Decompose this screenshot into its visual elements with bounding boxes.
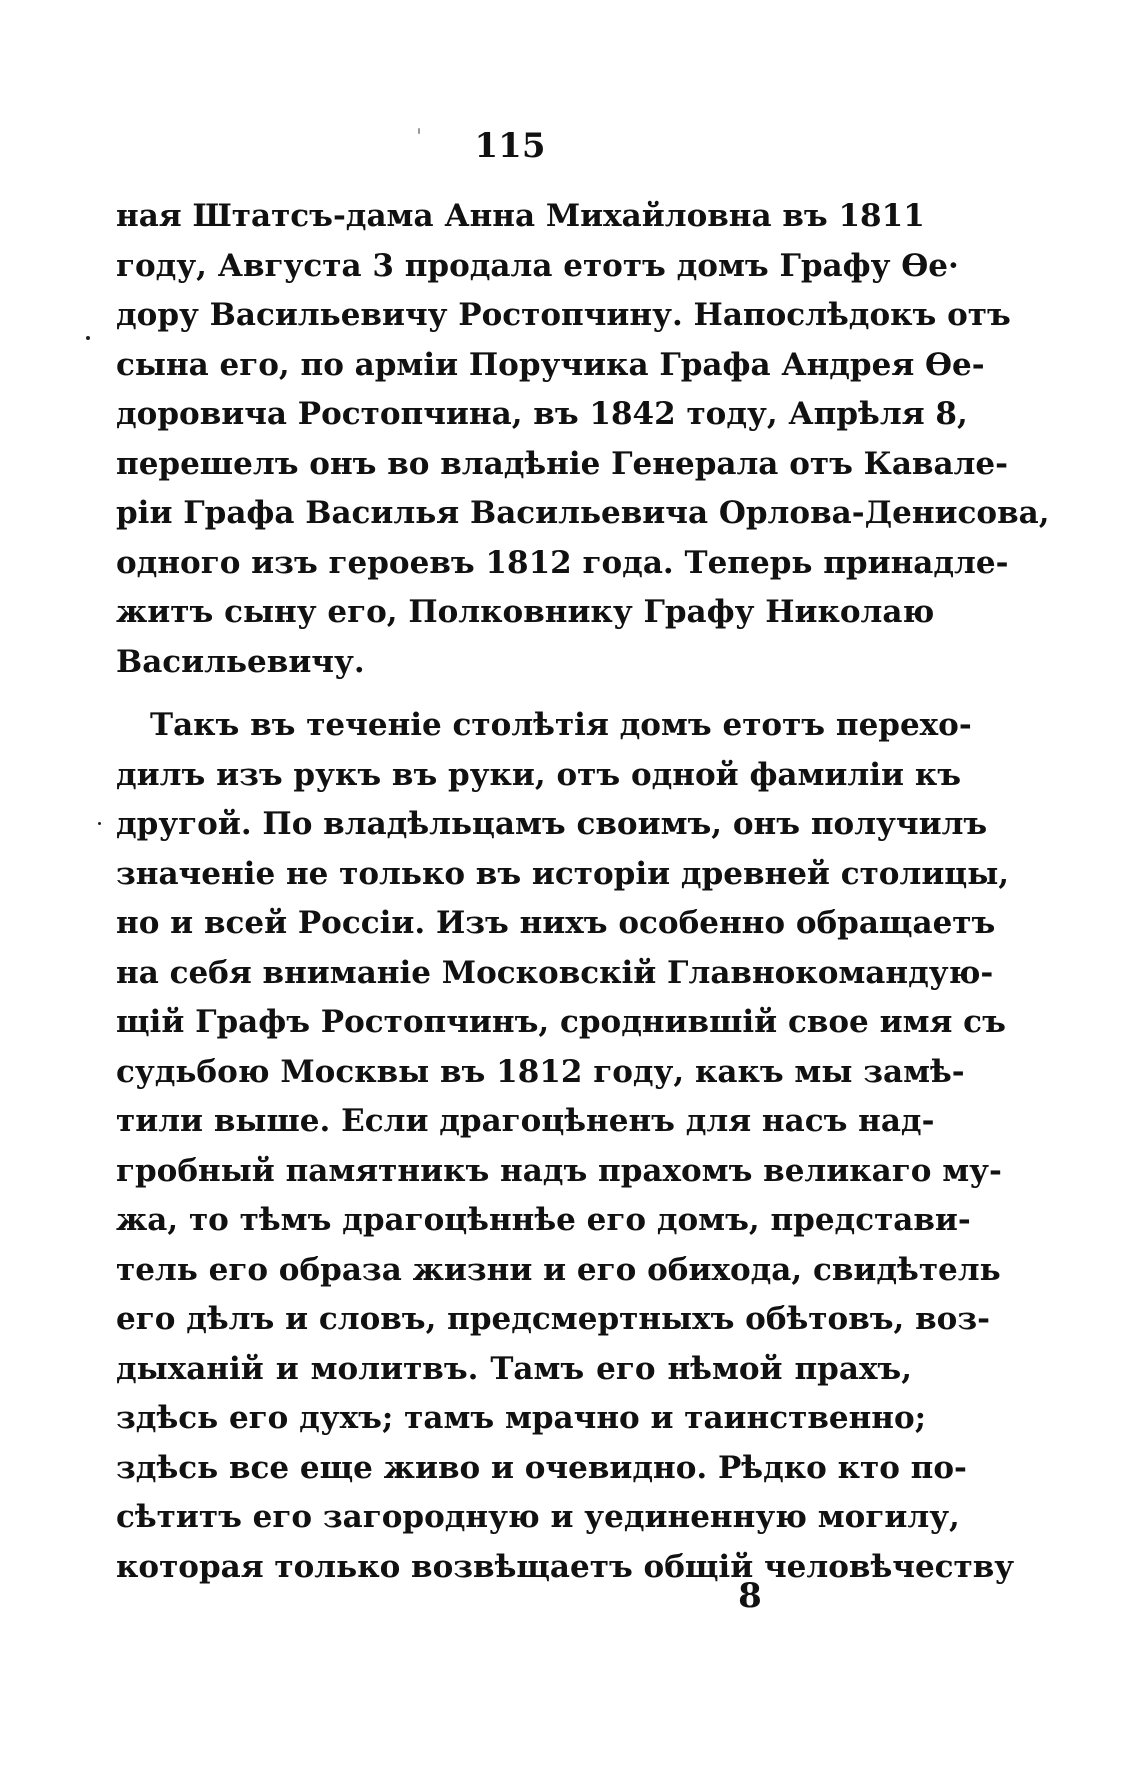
- text-line: Такъ въ теченіе столѣтія домъ етотъ перехо-: [150, 707, 972, 743]
- text-line: судьбою Москвы въ 1812 году, какъ мы замѣ-: [116, 1053, 965, 1090]
- text-line: Васильевичу.: [116, 643, 365, 680]
- text-line: щій Графъ Ростопчинъ, сроднившій свое имя съ: [116, 1004, 1006, 1040]
- text-line: другой. По владѣльцамъ своимъ, онъ получилъ: [116, 806, 988, 842]
- signature-mark: 8: [738, 1576, 762, 1616]
- text-line: ріи Графа Василья Васильевича Орлова-Денисова,: [116, 495, 1050, 531]
- body-text: [116, 192, 1050, 1592]
- text-line: его дѣлъ и словъ, предсмертныхъ обѣтовъ, воз-: [116, 1301, 990, 1337]
- text-line: дыханій и молитвъ. Тамъ его нѣмой прахъ,: [116, 1350, 912, 1387]
- text-line: дору Васильевичу Ростопчину. Напослѣдокъ отъ: [116, 297, 1011, 333]
- text-line: значеніе не только въ исторіи древней столицы,: [116, 855, 1010, 892]
- text-line: году, Августа 3 продала етотъ домъ Графу Ѳе·: [116, 247, 959, 284]
- text-line: одного изъ героевъ 1812 года. Теперь принадле-: [116, 544, 1009, 581]
- text-line: сына его, по арміи Поручика Графа Андрея Ѳе-: [116, 346, 985, 383]
- text-line: жа, то тѣмъ драгоцѣннѣе его домъ, представи-: [116, 1202, 971, 1238]
- ink-speck: [86, 336, 90, 340]
- paragraph-gap: [116, 687, 912, 701]
- text-line: дилъ изъ рукъ въ руки, отъ одной фамиліи къ: [116, 756, 962, 793]
- text-line: доровича Ростопчина, въ 1842 тоду, Апрѣля 8,: [116, 396, 968, 432]
- paragraph-1: [116, 192, 1050, 687]
- text-line: на себя вниманіе Московскій Главнокомандую-: [116, 954, 994, 991]
- text-line: житъ сыну его, Полковнику Графу Николаю: [116, 594, 935, 630]
- text-line: ная Штатсъ-дама Анна Михайловна въ 1811: [116, 198, 925, 234]
- paragraph-2: [116, 701, 1015, 1592]
- page-number: 115: [474, 126, 546, 166]
- ink-speck: [418, 128, 420, 134]
- text-line: сѣтитъ его загородную и уединенную могилу,: [116, 1499, 960, 1535]
- text-line: здѣсь его духъ; тамъ мрачно и таинственно;: [116, 1400, 927, 1436]
- text-line: тель его образа жизни и его обихода, свидѣтель: [116, 1251, 1001, 1288]
- text-line: но и всей Россіи. Изъ нихъ особенно обращаетъ: [116, 905, 996, 941]
- text-line: здѣсь все еще живо и очевидно. Рѣдко кто по-: [116, 1449, 967, 1486]
- text-line: гробный памятникъ надъ прахомъ великаго му-: [116, 1152, 1002, 1189]
- text-line: перешелъ онъ во владѣніе Генерала отъ Кавале-: [116, 445, 1009, 482]
- text-line: которая только возвѣщаетъ общій человѣчеству: [116, 1548, 1015, 1585]
- text-line: тили выше. Если драгоцѣненъ для насъ над-: [116, 1103, 935, 1139]
- ink-speck: [98, 822, 101, 825]
